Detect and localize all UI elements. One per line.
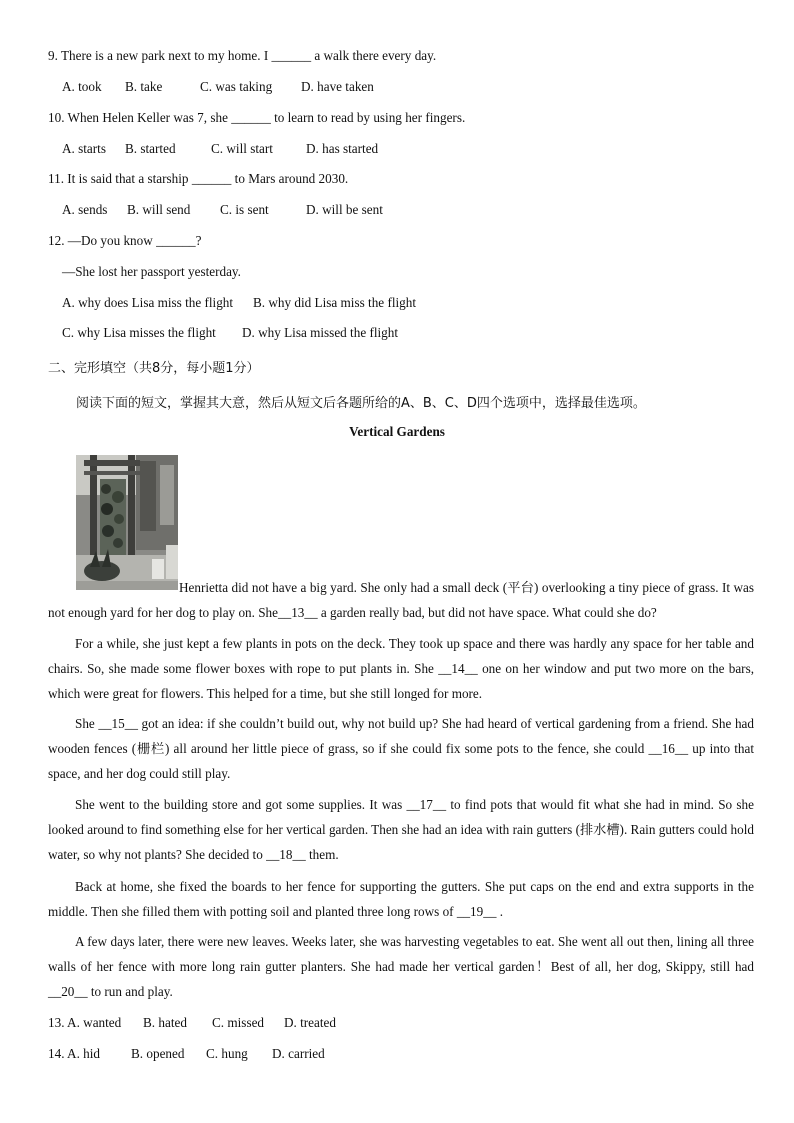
q11-option-b: B. will send	[127, 202, 191, 217]
q14-option-c: C. hung	[206, 1046, 248, 1061]
q12-option-d: D. why Lisa missed the flight	[242, 325, 399, 340]
passage-paragraph-1: Henrietta did not have a big yard. She only had a small deck (平台) overlooking a tiny piece of grass. It was not enough yard for her dog to play on. She__13__ a garden really bad, but did not have space. What could she do?	[48, 580, 754, 620]
q9-option-a: A. took	[62, 79, 102, 94]
q12-option-a: A. why does Lisa miss the flight	[62, 295, 234, 310]
passage-paragraph-5: Back at home, she fixed the boards to her fence for supporting the gutters. She put caps on the end and extra supports in the middle. Then she filled them with potting soil and planted three long rows of __19__ .	[48, 879, 754, 919]
vertical-garden-photo	[76, 455, 178, 590]
question-9-stem: 9. There is a new park next to my home. I ______ a walk there every day.	[48, 48, 437, 63]
q10-option-a: A. starts	[62, 141, 106, 156]
q14-option-a: 14. A. hid	[48, 1046, 101, 1061]
q13-option-b: B. hated	[143, 1015, 187, 1030]
section-instruction: 阅读下面的短文，掌握其大意，然后从短文后各题所给的A、B、C、D四个选项中，选择最佳选项。	[76, 396, 646, 411]
q14-option-d: D. carried	[272, 1046, 325, 1061]
q12-option-c: C. why Lisa misses the flight	[62, 325, 216, 340]
passage-paragraph-2: For a while, she just kept a few plants in pots on the deck. They took up space and there was hardly any space for her table and chairs. So, she made some flower boxes with rope to put plants in. She __14__ one on her window and put two more on the bars, which were great for flowers. This helped for a time, but she still longed for more.	[48, 636, 754, 701]
q11-option-c: C. is sent	[220, 202, 269, 217]
q12-option-b: B. why did Lisa miss the flight	[253, 295, 417, 310]
q14-option-b: B. opened	[131, 1046, 185, 1061]
q10-option-d: D. has started	[306, 141, 379, 156]
passage-paragraph-6: A few days later, there were new leaves. Weeks later, she was harvesting vegetables to eat. She went all out then, lining all three walls of her fence with more long rain gutter planters. She had made her vertical garden！Best of all, her dog, Skippy, still had __20__ to run and play.	[48, 934, 754, 999]
q9-option-d: D. have taken	[301, 79, 374, 94]
question-12-reply: —She lost her passport yesterday.	[62, 264, 241, 279]
question-11-stem: 11. It is said that a starship ______ to Mars around 2030.	[48, 171, 349, 186]
q10-option-b: B. started	[125, 141, 176, 156]
question-12-stem: 12. —Do you know ______?	[48, 233, 202, 248]
passage-paragraph-3: She __15__ got an idea: if she couldn’t build out, why not build up? She had heard of vertical gardening from a friend. She had wooden fences (栅栏) all around her little piece of grass, so if she could fix some pots to the fence, she could __16__ up into that space, and her dog could still play.	[48, 716, 754, 781]
q13-option-d: D. treated	[284, 1015, 336, 1030]
q9-option-c: C. was taking	[200, 79, 273, 94]
q13-option-a: 13. A. wanted	[48, 1015, 122, 1030]
question-10-stem: 10. When Helen Keller was 7, she ______ to learn to read by using her fingers.	[48, 110, 466, 125]
q11-option-d: D. will be sent	[306, 202, 383, 217]
q9-option-b: B. take	[125, 79, 163, 94]
passage-title: Vertical Gardens	[349, 424, 445, 439]
q10-option-c: C. will start	[211, 141, 273, 156]
passage-paragraph-4: She went to the building store and got some supplies. It was __17__ to find pots that would fit what she had in mind. So she looked around to find something else for her vertical garden. Then she had an idea with rain gutters (排水槽). Rain gutters could hold water, so why not plants? She decided to __18__ them.	[48, 797, 754, 862]
section-heading: 二、完形填空（共8分，每小题1分）	[48, 361, 260, 376]
q13-option-c: C. missed	[212, 1015, 265, 1030]
q11-option-a: A. sends	[62, 202, 108, 217]
